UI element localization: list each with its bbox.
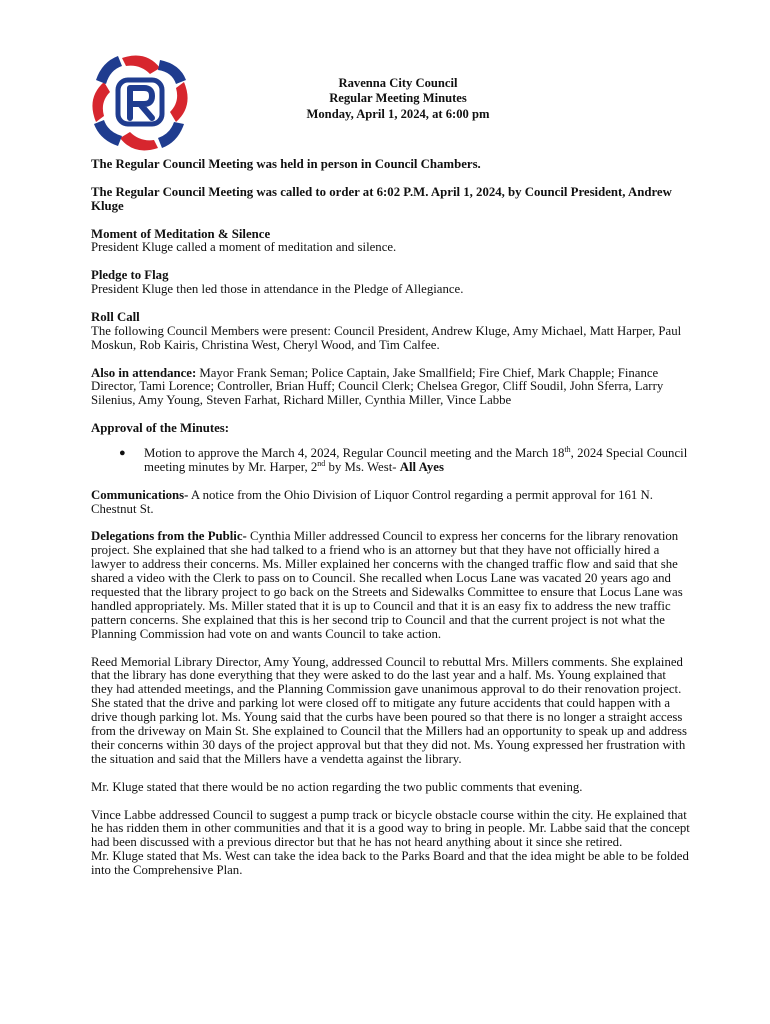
communications-heading: Communications- xyxy=(91,487,189,502)
meeting-date: Monday, April 1, 2024, at 6:00 pm xyxy=(306,106,490,121)
call-to-order: The Regular Council Meeting was called to order at 6:02 P.M. April 1, 2024, by Council President, Andrew Kluge xyxy=(91,184,672,213)
meditation-heading: Moment of Meditation & Silence xyxy=(91,226,271,241)
document-type: Regular Meeting Minutes xyxy=(329,91,467,106)
attendance-heading: Also in attendance: xyxy=(91,365,197,380)
minutes-approval-heading: Approval of the Minutes: xyxy=(91,421,230,436)
in-person-statement: The Regular Council Meeting was held in person in Council Chambers. xyxy=(91,157,481,171)
meditation-text: President Kluge called a moment of meditation and silence. xyxy=(91,240,397,255)
attendance-text: Mayor Frank Seman; Police Captain, Jake Smallfield; Fire Chief, Mark Chapple; Finance Director, Tami Lorence; Controller, Brian Huff; Council Clerk; Chelsea Gregor, Cliff Soudil, John Sferra, Larry Silenius, Amy Young, Steven Farhat, Richard Miller, Cynthia Miller, Vince Labbe xyxy=(91,365,664,408)
kluge-parks-paragraph: Mr. Kluge stated that Ms. West can take the idea back to the Parks Board and that the idea might be able to be folded into the Comprehensive Plan. xyxy=(91,849,689,878)
motion-list-item xyxy=(119,447,691,475)
pledge-heading: Pledge to Flag xyxy=(91,268,169,283)
delegations-section xyxy=(91,530,691,641)
labbe-paragraph: Vince Labbe addressed Council to suggest a pump track or bicycle obstacle course within the city. He explained that he has ridden them in other communities and that it is a good way to bring in people. Mr. Labbe said that the concept had been discussed with a previous director but that he has not heard anything about it since she retired. xyxy=(91,807,690,850)
roll-call-text: The following Council Members were present: Council President, Andrew Kluge, Amy Michael, Matt Harper, Paul Moskun, Rob Kairis, Christina West, Cheryl Wood, and Tim Calfee. xyxy=(91,323,682,352)
kluge-no-action-paragraph: Mr. Kluge stated that there would be no action regarding the two public comments that evening. xyxy=(91,779,583,794)
motion-text: Motion to approve the March 4, 2024, Regular Council meeting and the March 18th, 2024 Special Council meeting minutes by Mr. Harper, 2nd by Ms. West- All Ayes xyxy=(144,445,688,474)
pledge-section xyxy=(91,269,691,297)
meditation-section xyxy=(91,228,691,256)
delegations-text: Cynthia Miller addressed Council to express her concerns for the library renovation project. She explained that she had talked to a friend who is an attorney but that they have not officially hired a lawyer to address their concerns. Ms. Miller explained her concerns with the changed traffic flow and said that she shared a video with the Clerk to pass on to Council. She recalled when Locus Lane was vacated 20 years ago and requested that the library project to go back on the Streets and Sidewalks Committee to ensure that Locus Lane was handled appropriately. Ms. Miller stated that it is up to Council and that it is an easy fix to address the new traffic pattern concerns. She explained that this is her second trip to Council and that the current project is not what the Planning Commission had vote on and wants Council to take action. xyxy=(91,529,683,641)
delegations-heading: Delegations from the Public- xyxy=(91,529,247,544)
pledge-text: President Kluge then led those in attendance in the Pledge of Allegiance. xyxy=(91,282,464,297)
communications-text: A notice from the Ohio Division of Liquor Control regarding a permit approval for 161 N. Chestnut St. xyxy=(91,487,653,516)
reed-library-paragraph: Reed Memorial Library Director, Amy Young, addressed Council to rebuttal Mrs. Millers comments. She explained that the library has done everything that they were asked to do the last year and a half. Ms. Young explained that they had attended meetings, and the Planning Commission gave unanimous approval to do their renovation project. She stated that the drive and parking lot were closed off to mitigate any future accidents that could happen with a drive though parking lot. Ms. Young said that the curbs have been poured so that there is no longer a straight access from the driveway on Main St. She explained to Council that the Millers had an opportunity to speak up and address their concerns within 30 days of the project approval but that they did not. Ms. Young expressed her frustration with the situation and said that the Millers have a vendetta against the library. xyxy=(91,654,688,766)
document-header xyxy=(270,76,526,122)
city-of-ravenna-logo xyxy=(88,52,192,152)
roll-call-heading: Roll Call xyxy=(91,309,140,324)
motion-result: All Ayes xyxy=(399,459,444,474)
attendance-section xyxy=(91,367,691,409)
communications-section xyxy=(91,489,691,517)
roll-call-section xyxy=(91,311,691,353)
minutes-body xyxy=(91,158,691,878)
org-name: Ravenna City Council xyxy=(338,76,458,90)
bullet-icon: ● xyxy=(119,447,126,460)
